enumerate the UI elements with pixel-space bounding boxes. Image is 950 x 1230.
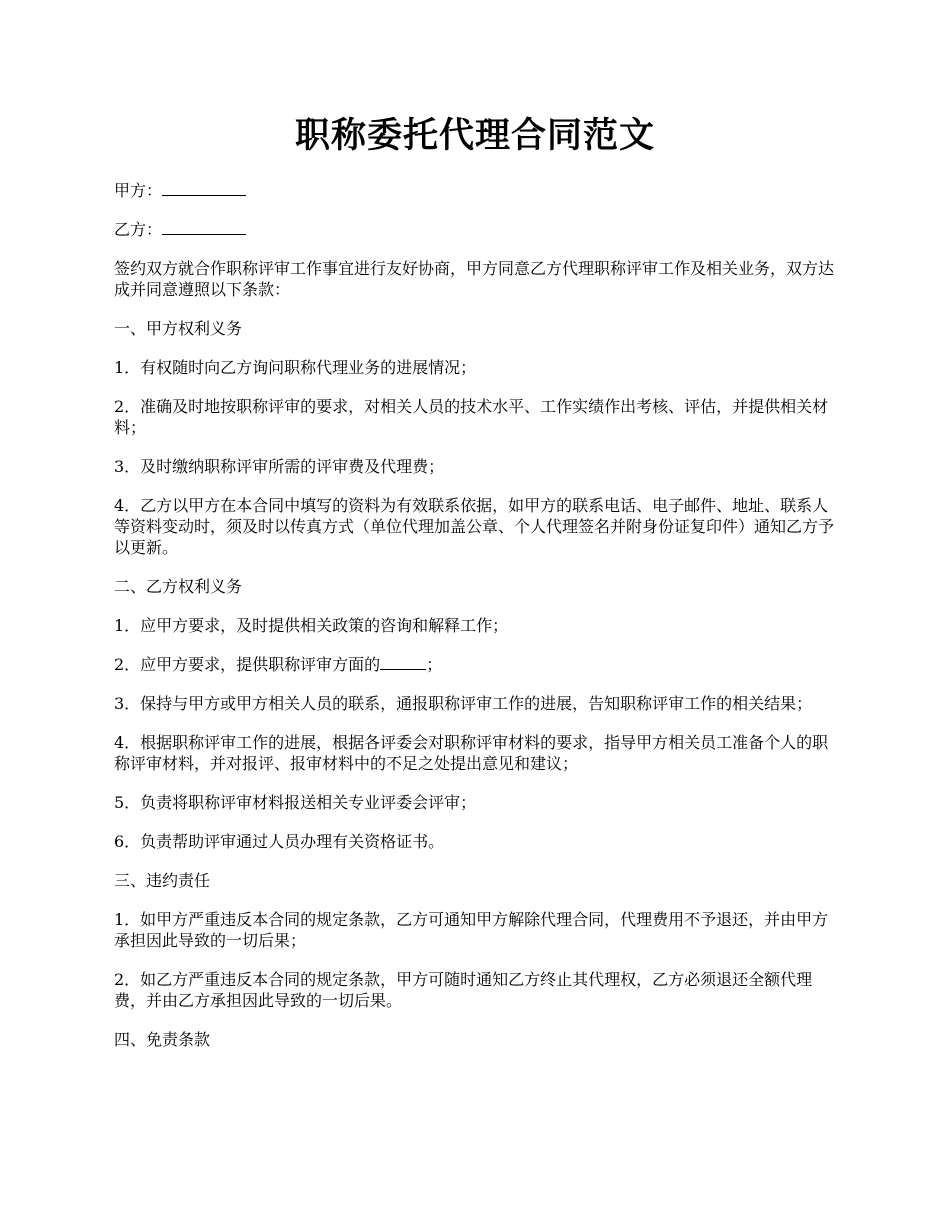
preamble-paragraph: 签约双方就合作职称评审工作事宜进行友好协商，甲方同意乙方代理职称评审工作及相关业务，双方达成并同意遵照以下条款： [114, 259, 835, 299]
section-heading: 四、免责条款 [114, 1030, 211, 1049]
clause-paragraph: 1．应甲方要求，及时提供相关政策的咨询和解释工作； [114, 616, 509, 635]
clause-paragraph: 3．保持与甲方或甲方相关人员的联系，通报职称评审工作的进展，告知职称评审工作的相关结果； [114, 694, 813, 713]
clause-text: 2．应甲方要求，提供职称评审方面的 [114, 655, 381, 674]
party-b-blank [162, 219, 246, 235]
clause-paragraph: 3．及时缴纳职称评审所需的评审费及代理费； [114, 457, 445, 476]
clause-paragraph: 2．准确及时地按职称评审的要求，对相关人员的技术水平、工作实绩作出考核、评估，并提供相关材料； [114, 397, 829, 437]
section-heading: 三、违约责任 [114, 871, 211, 890]
clause-paragraph: 4．根据职称评审工作的进展，根据各评委会对职称评审材料的要求，指导甲方相关员工准备个人的职称评审材料，并对报评、报审材料中的不足之处提出意见和建议； [114, 733, 829, 773]
party-a-blank [162, 180, 246, 196]
party-a-line [114, 180, 840, 201]
clause-paragraph: 6．负责帮助评审通过人员办理有关资格证书。 [114, 832, 445, 851]
clause-text-end: ； [426, 655, 443, 674]
party-b-line [114, 219, 840, 240]
clause-paragraph: 2．如乙方严重违反本合同的规定条款，甲方可随时通知乙方终止其代理权，乙方必须退还全额代理费，并由乙方承担因此导致的一切后果。 [114, 970, 813, 1010]
document-title: 职称委托代理合同范文 [294, 115, 655, 156]
section-heading: 一、甲方权利义务 [114, 319, 243, 338]
clause-paragraph: 4．乙方以甲方在本合同中填写的资料为有效联系依据，如甲方的联系电话、电子邮件、地址、联系人等资料变动时，须及时以传真方式（单位代理加盖公章、个人代理签名并附身份证复印件）通知乙方予以更新。 [114, 496, 835, 557]
clause-paragraph: 1．有权随时向乙方询问职称代理业务的进展情况； [114, 358, 477, 377]
party-a-label: 甲方： [114, 181, 163, 200]
clause-paragraph: 1．如甲方严重违反本合同的规定条款，乙方可通知甲方解除代理合同，代理费用不予退还，并由甲方承担因此导致的一切后果； [114, 910, 829, 950]
clause-paragraph: 5．负责将职称评审材料报送相关专业评委会评审； [114, 793, 477, 812]
clause-paragraph-with-blank [114, 654, 840, 675]
section-heading: 二、乙方权利义务 [114, 577, 243, 596]
fill-in-blank [380, 654, 426, 670]
document-body [114, 180, 840, 1068]
party-b-label: 乙方： [114, 220, 163, 239]
